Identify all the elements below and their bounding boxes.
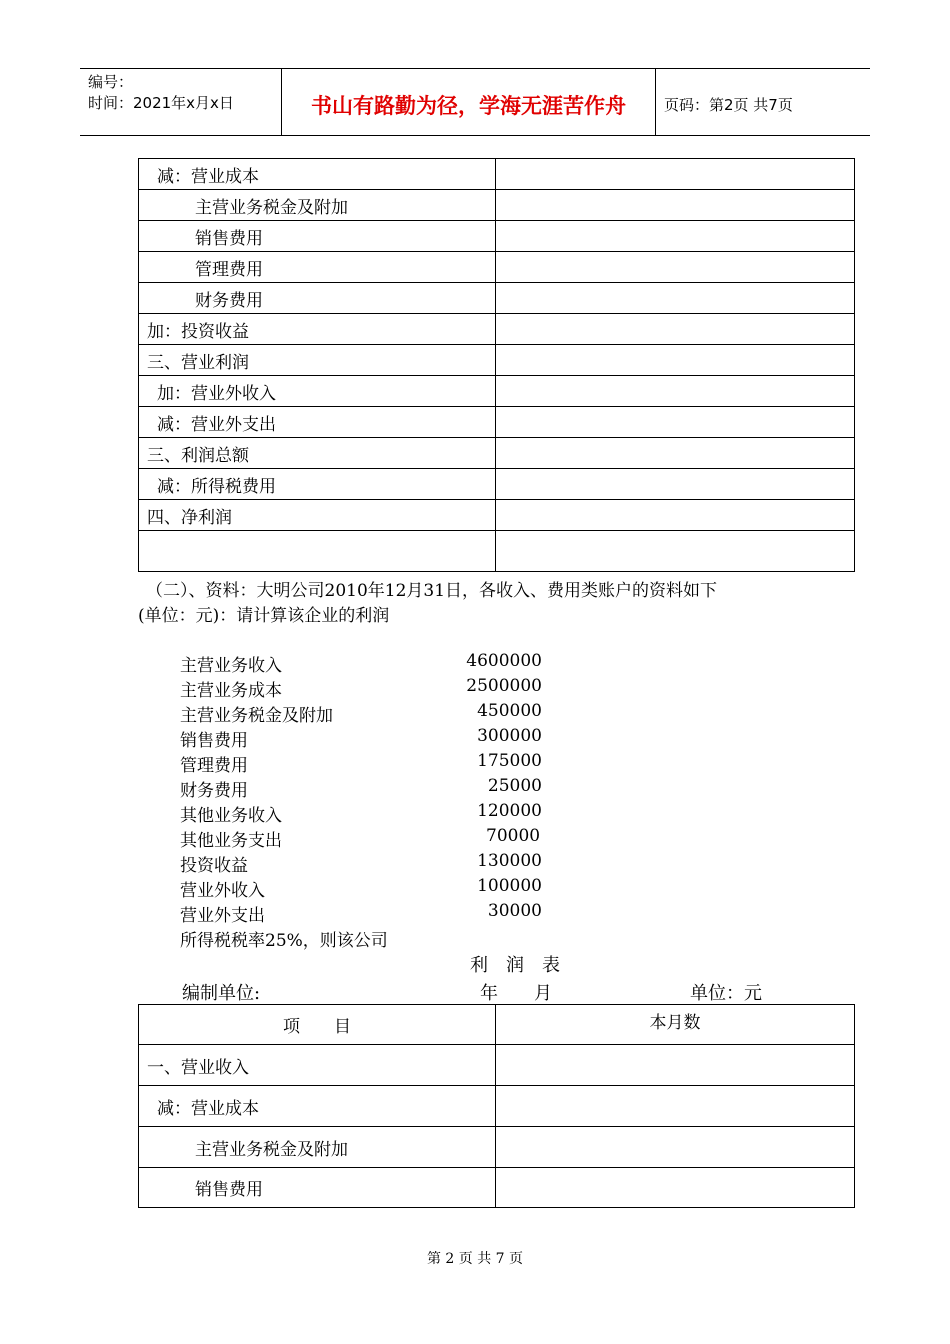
row-label: 三、营业利润 [139,345,496,376]
row-label: 管理费用 [139,252,496,283]
table-row [139,469,855,500]
row-value [496,531,855,572]
row-value [496,345,855,376]
table-row [139,1086,855,1127]
row-value [496,469,855,500]
row-value [496,283,855,314]
table-row [139,500,855,531]
account-amount: 120000 [477,801,542,821]
account-amount: 70000 [486,826,541,846]
statement-title: 利 润 表 [470,955,560,976]
header-divider-right [655,68,656,136]
table-row [139,1168,855,1208]
row-label: 加：营业外收入 [139,376,496,407]
account-name: 销售费用 [180,731,248,751]
statement-unit-label: 编制单位: [182,983,261,1004]
row-value [496,1168,855,1208]
row-label: 三、利润总额 [139,438,496,469]
income-table-continued [138,158,855,572]
table-row [139,159,855,190]
table-row [139,1127,855,1168]
row-value [496,1127,855,1168]
row-value [496,159,855,190]
row-label: 主营业务税金及附加 [139,1127,496,1168]
statement-currency: 单位：元 [690,983,762,1004]
account-name: 主营业务税金及附加 [180,706,333,726]
row-label [139,531,496,572]
header-page-label: 页码：第2页 共7页 [664,96,793,114]
account-amount: 100000 [477,876,542,896]
row-value [496,252,855,283]
col-header-month: 本月数 [496,1005,855,1045]
header-top-rule [80,68,870,69]
table-row [139,283,855,314]
table-row [139,438,855,469]
row-value [496,190,855,221]
row-label: 减：所得税费用 [139,469,496,500]
row-label: 财务费用 [139,283,496,314]
row-label: 减：营业外支出 [139,407,496,438]
row-value [496,438,855,469]
row-value [496,1045,855,1086]
account-name: 管理费用 [180,756,248,776]
table-header-row [139,1005,855,1045]
row-label: 四、净利润 [139,500,496,531]
account-amount: 2500000 [466,676,542,696]
account-amount: 450000 [477,701,542,721]
row-label: 销售费用 [139,1168,496,1208]
account-name: 其他业务收入 [180,806,282,826]
table-row [139,190,855,221]
account-name: 营业外支出 [180,906,265,926]
account-name: 主营业务成本 [180,681,282,701]
account-name: 投资收益 [180,856,248,876]
table-row [139,531,855,572]
account-amount: 130000 [477,851,542,871]
account-name: 主营业务收入 [180,656,282,676]
row-label: 减：营业成本 [139,159,496,190]
header-date-label: 时间：2021年x月x日 [88,94,234,112]
table-row [139,1045,855,1086]
col-header-item: 项 目 [139,1005,496,1045]
table-row [139,314,855,345]
row-label: 主营业务税金及附加 [139,190,496,221]
account-name: 财务费用 [180,781,248,801]
header-number-label: 编号： [88,73,134,91]
page-footer: 第 2 页 共 7 页 [426,1251,524,1267]
account-amount: 25000 [487,776,542,796]
row-label: 加：投资收益 [139,314,496,345]
account-amount: 300000 [477,726,542,746]
account-amount: 4600000 [466,651,542,671]
row-label: 一、营业收入 [139,1045,496,1086]
account-amount: 30000 [487,901,542,921]
account-amount: 175000 [477,751,542,771]
problem-line-1: （二）、资料：大明公司2010年12月31日，各收入、费用类账户的资料如下 [146,581,718,601]
table-row [139,221,855,252]
tax-note: 所得税税率25%，则该公司 [180,931,388,951]
problem-line-2: (单位：元)：请计算该企业的利润 [138,606,390,626]
table-row [139,345,855,376]
table-row [139,376,855,407]
income-statement-table [138,1004,855,1208]
row-value [496,1086,855,1127]
header-bottom-rule [80,135,870,136]
row-value [496,407,855,438]
statement-year-month: 年 月 [480,983,552,1004]
header-motto: 书山有路勤为径，学海无涯苦作舟 [311,94,626,118]
row-value [496,500,855,531]
account-name: 营业外收入 [180,881,265,901]
row-label: 销售费用 [139,221,496,252]
table-row [139,252,855,283]
account-name: 其他业务支出 [180,831,282,851]
row-label: 减：营业成本 [139,1086,496,1127]
row-value [496,221,855,252]
row-value [496,314,855,345]
row-value [496,376,855,407]
table-row [139,407,855,438]
